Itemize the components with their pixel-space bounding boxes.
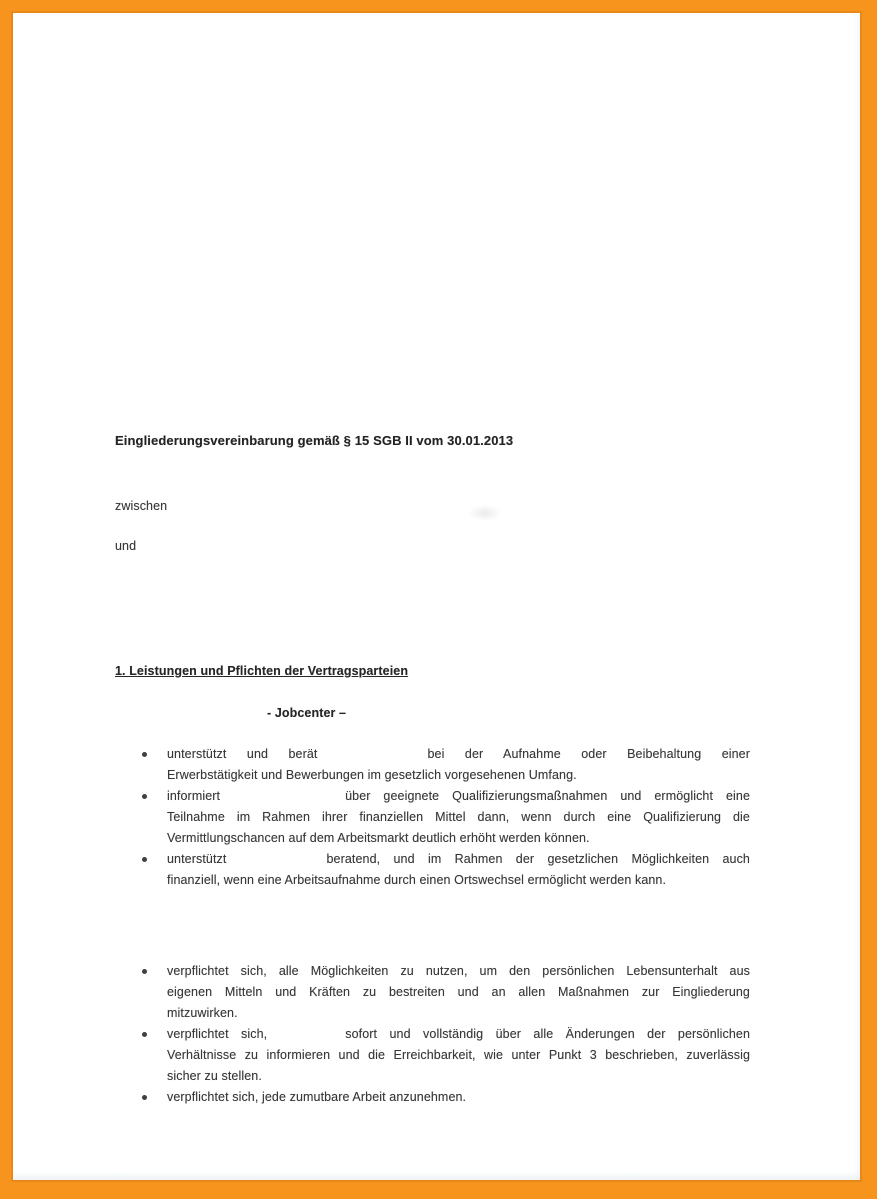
section-1-heading: 1. Leistungen und Pflichten der Vertragsparteien — [115, 664, 409, 678]
list-item — [115, 849, 750, 891]
bullet-line-text: Verhältnisse zu informieren und die Erreichbarkeit, wie unter Punkt 3 beschrieben, zuverlässig — [167, 1048, 750, 1062]
redacted-name-gap — [226, 862, 326, 863]
bullet-line-text: sofort und vollständig über alle Änderungen der persönlichen — [345, 1027, 751, 1041]
bullet-line-text: sicher zu stellen. — [167, 1069, 262, 1083]
jobcenter-party-label: - Jobcenter – — [267, 706, 347, 720]
redacted-name-gap — [220, 799, 345, 800]
bullet-lead-text: unterstützt — [167, 852, 227, 866]
bullet-icon — [142, 857, 147, 862]
bullet-line-text: bei der Aufnahme oder Beibehaltung einer — [427, 747, 750, 761]
list-item — [115, 744, 750, 786]
bullet-lead-text: unterstützt und berät — [167, 747, 318, 761]
client-obligations-list — [115, 961, 750, 1108]
redacted-name-gap — [267, 1037, 345, 1038]
document-content — [115, 431, 750, 1108]
list-item — [115, 1087, 750, 1108]
between-label: zwischen — [115, 499, 168, 513]
bullet-line-text: Teilnahme im Rahmen ihrer finanziellen Mittel dann, wenn durch eine Qualifizierung die — [167, 810, 750, 824]
bullet-icon — [142, 794, 147, 799]
bullet-line-text: Vermittlungschancen auf dem Arbeitsmarkt deutlich erhöht werden können. — [167, 831, 590, 845]
list-item — [115, 961, 750, 1024]
list-item — [115, 786, 750, 849]
redacted-name-gap — [317, 757, 427, 758]
bullet-icon — [142, 752, 147, 757]
document-page — [13, 13, 860, 1180]
bullet-line-text: verpflichtet sich, jede zumutbare Arbeit anzunehmen. — [167, 1090, 467, 1104]
bullet-icon — [142, 1095, 147, 1100]
bullet-line-text: eigenen Mitteln und Kräften zu bestreiten und an allen Maßnahmen zur Eingliederung — [167, 985, 750, 999]
bullet-line-text: über geeignete Qualifizierungsmaßnahmen und ermöglicht eine — [345, 789, 750, 803]
bullet-icon — [142, 1032, 147, 1037]
list-item — [115, 1024, 750, 1087]
bullet-lead-text: verpflichtet sich, — [167, 1027, 268, 1041]
bullet-line-text: Erwerbstätigkeit und Bewerbungen im gesetzlich vorgesehenen Umfang. — [167, 768, 577, 782]
jobcenter-obligations-list — [115, 744, 750, 891]
bullet-line-text: verpflichtet sich, alle Möglichkeiten zu nutzen, um den persönlichen Lebensunterhalt aus — [167, 964, 750, 978]
document-title: Eingliederungsvereinbarung gemäß § 15 SGB II vom 30.01.2013 — [115, 433, 514, 448]
bullet-line-text: beratend, und im Rahmen der gesetzlichen Möglichkeiten auch — [326, 852, 750, 866]
bullet-icon — [142, 969, 147, 974]
bullet-line-text: finanziell, wenn eine Arbeitsaufnahme durch einen Ortswechsel ermöglicht werden kann. — [167, 873, 667, 887]
and-label: und — [115, 539, 137, 553]
bullet-line-text: mitzuwirken. — [167, 1006, 238, 1020]
bullet-lead-text: informiert — [167, 789, 221, 803]
